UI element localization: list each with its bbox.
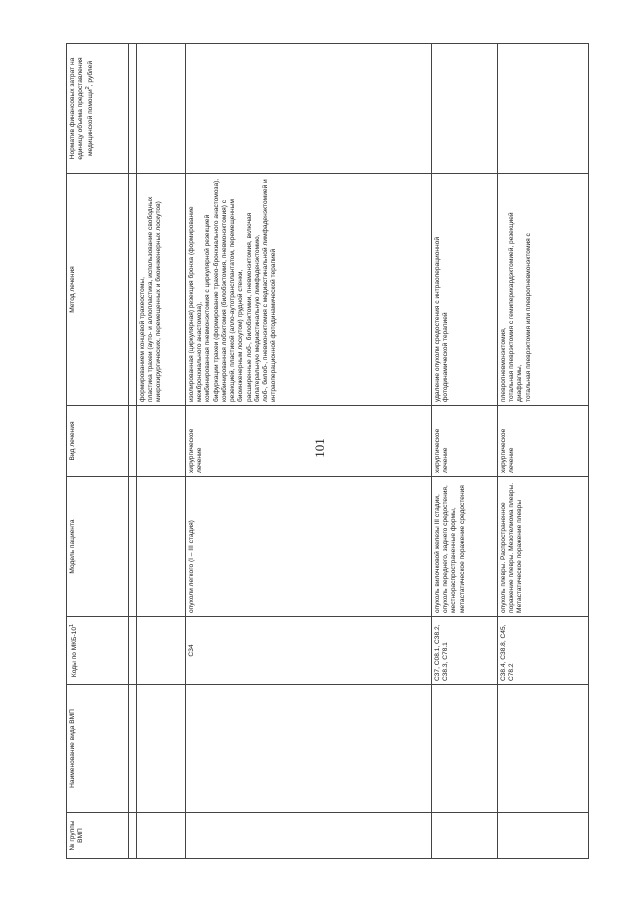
kind-cell: хирургическое лечение [498,406,589,477]
codes-cell: C34 [186,617,432,685]
method-cell: удаление опухоли средостения с интраоперационной фотодинамической терапией [432,174,498,406]
table-row [137,44,186,859]
model-cell: опухоли легкого (I – III стадия) [186,477,432,617]
method-cell: изолированная (циркулярная) резекция бронха (формирование межбронхиального анастомоза), комбинированная пневмонэктомия с циркулярной резекцией бифуркации трахеи (формирование трахео-бронхиального анастомоза), комбинированная лобэктомия (билобэктомия, пневмонэктомия) с резекцией, пластикой (алло-аутотрансплантатом, перемещенным биоинженерным лоскутом) грудной стенки, расширенные лоб-, билобэктомии, пневмонэктомия, включая билатеральную медиастинальную лимфаденэктомию, лоб-, билоб-, пневмонэктомия с медиастинальной лимфаденэктомией и интраоперационной фотодинамической терапией [186,174,432,406]
model-cell: опухоль плевры. Распространенное поражение плевры. Мезотелиома плевры. Метастатическое поражение плевры [498,477,589,617]
codes-cell: C38.4, C38.8, C45, C78.2 [498,617,589,685]
kind-cell: хирургическое лечение [186,406,432,477]
table-row [498,44,589,859]
header-row [67,44,129,859]
table-row [432,44,498,859]
rotated-table-container [66,44,588,859]
kind-cell: хирургическое лечение [432,406,498,477]
model-cell: опухоль вилочковой железы III стадии, опухоль переднего, заднего средостения, местнораспространенные формы, метастатическое поражение средостения [432,477,498,617]
page-number: 101 [312,438,327,458]
header-kind: Вид лечения [67,406,129,477]
header-num: № группы ВМП [67,813,129,859]
method-cell: формированием концевой трахеостомы, пластика трахеи (ауто- и аллопластика, использование свободных микрохирургических, перемещенных и биоинженерных лоскутов) [137,174,186,406]
header-codes: Коды по МКБ-$10^1$ [67,617,129,685]
spacer-row [129,44,137,859]
codes-cell: C37, C08.1, C38.2, C38.3, C78.1 [432,617,498,685]
table-row [186,44,432,859]
vmp-table [66,43,589,859]
header-model: Модель пациента [67,477,129,617]
header-method: Метод лечения [67,174,129,406]
header-name: Наименование вида ВМП [67,685,129,813]
method-cell: плевропневмонэктомия, тотальная плеврэктомия с гемиперикардэктомией, резекцией диафрагмы, тотальная плеврэктомия или плевропневмонэктомия с [498,174,589,406]
header-norm: Норматив финансовых затрат на единицу объема предоставления медицинской помощи$^2$, рублей [67,44,129,174]
